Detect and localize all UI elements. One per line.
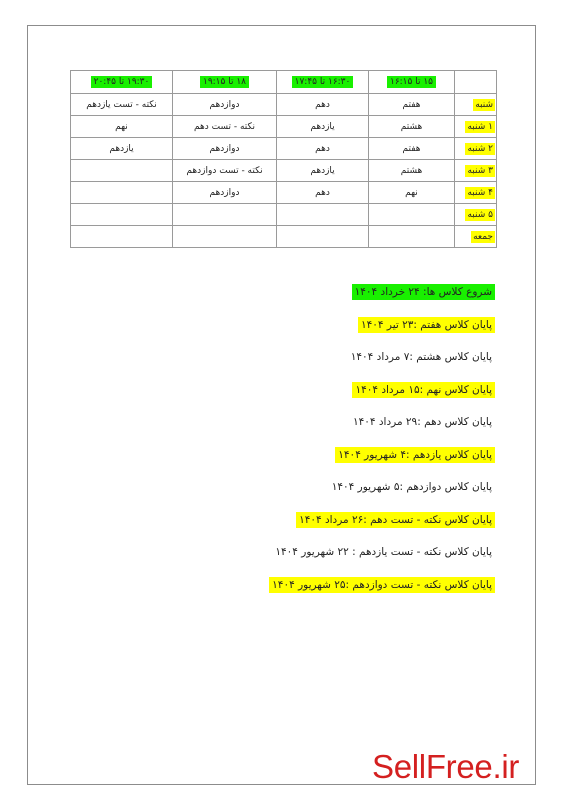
time-slot-label: ۱۹:۳۰ تا ۲۰:۴۵ (91, 76, 153, 88)
schedule-row (71, 160, 497, 182)
day-label: شنبه (475, 99, 493, 110)
header-time-slot (71, 71, 173, 94)
class-cell: هفتم (369, 138, 455, 160)
schedule-body (71, 94, 497, 248)
class-cell: دهم (277, 138, 369, 160)
date-line-text: پایان کلاس نهم :۱۵ مرداد ۱۴۰۴ (352, 382, 495, 398)
day-label: ۳ شنبه (467, 165, 493, 176)
class-cell: یازدهم (277, 160, 369, 182)
class-cell (71, 204, 173, 226)
date-line (65, 315, 495, 336)
day-label: جمعه (473, 231, 493, 242)
date-line (65, 412, 495, 433)
day-cell (455, 116, 497, 138)
schedule-row (71, 182, 497, 204)
class-cell (173, 226, 277, 248)
date-line (65, 542, 495, 563)
class-cell: هفتم (369, 94, 455, 116)
date-line (65, 575, 495, 596)
class-cell: دوازدهم (173, 94, 277, 116)
class-cell (173, 204, 277, 226)
class-cell: دوازدهم (173, 138, 277, 160)
header-corner-cell (455, 71, 497, 94)
class-cell: نکته - تست یازدهم (71, 94, 173, 116)
class-cell: هشتم (369, 160, 455, 182)
class-cell (369, 226, 455, 248)
date-line-text: پایان کلاس هفتم :۲۳ تیر ۱۴۰۴ (358, 317, 495, 333)
schedule-row (71, 94, 497, 116)
class-cell: نهم (369, 182, 455, 204)
day-label: ۵ شنبه (467, 209, 493, 220)
schedule-row (71, 116, 497, 138)
class-cell: نکته - تست دهم (173, 116, 277, 138)
date-line-text: پایان کلاس نکته - تست دوازدهم :۲۵ شهریور ۱۴۰۴ (269, 577, 495, 593)
class-dates-list (65, 282, 495, 607)
time-slot-label: ۱۶:۳۰ تا ۱۷:۴۵ (292, 76, 354, 88)
date-line-text: پایان کلاس هشتم :۷ مرداد ۱۴۰۴ (350, 351, 492, 363)
day-label: ۴ شنبه (467, 187, 493, 198)
header-time-slot (277, 71, 369, 94)
schedule-row (71, 138, 497, 160)
class-cell: نکته - تست دوازدهم (173, 160, 277, 182)
class-cell: هشتم (369, 116, 455, 138)
class-cell (277, 204, 369, 226)
header-time-slot (173, 71, 277, 94)
date-line (65, 347, 495, 368)
date-line-text: پایان کلاس دهم :۲۹ مرداد ۱۴۰۴ (352, 416, 492, 428)
date-line-text: پایان کلاس دوازدهم :۵ شهریور ۱۴۰۴ (331, 481, 492, 493)
time-slot-label: ۱۸ تا ۱۹:۱۵ (200, 76, 249, 88)
day-label: ۲ شنبه (467, 143, 493, 154)
date-line (65, 380, 495, 401)
class-cell: دهم (277, 94, 369, 116)
date-line-text: شروع کلاس ها: ۲۴ خرداد ۱۴۰۴ (352, 284, 495, 300)
class-cell (71, 160, 173, 182)
date-line-text: پایان کلاس نکته - تست دهم :۲۶ مرداد ۱۴۰۴ (296, 512, 495, 528)
class-cell (369, 204, 455, 226)
class-cell (71, 226, 173, 248)
time-slot-label: ۱۵ تا ۱۶:۱۵ (387, 76, 436, 88)
header-time-slot (369, 71, 455, 94)
date-line (65, 477, 495, 498)
watermark: SellFree.ir (372, 748, 520, 785)
day-cell (455, 182, 497, 204)
day-label: ۱ شنبه (467, 121, 493, 132)
day-cell (455, 204, 497, 226)
class-cell (71, 182, 173, 204)
schedule-row (71, 204, 497, 226)
schedule-header-row (71, 71, 497, 94)
day-cell (455, 94, 497, 116)
class-cell: دوازدهم (173, 182, 277, 204)
class-cell: یازدهم (71, 138, 173, 160)
schedule-row (71, 226, 497, 248)
date-line-text: پایان کلاس یازدهم :۴ شهریور ۱۴۰۴ (335, 447, 495, 463)
class-cell: نهم (71, 116, 173, 138)
date-line (65, 510, 495, 531)
class-cell: یازدهم (277, 116, 369, 138)
class-cell (277, 226, 369, 248)
day-cell (455, 138, 497, 160)
class-cell: دهم (277, 182, 369, 204)
day-cell (455, 226, 497, 248)
date-line (65, 445, 495, 466)
date-line-text: پایان کلاس نکته - تست یازدهم : ۲۲ شهریور ۱۴۰۴ (275, 546, 492, 558)
schedule-table (70, 70, 497, 248)
day-cell (455, 160, 497, 182)
date-line (65, 282, 495, 303)
